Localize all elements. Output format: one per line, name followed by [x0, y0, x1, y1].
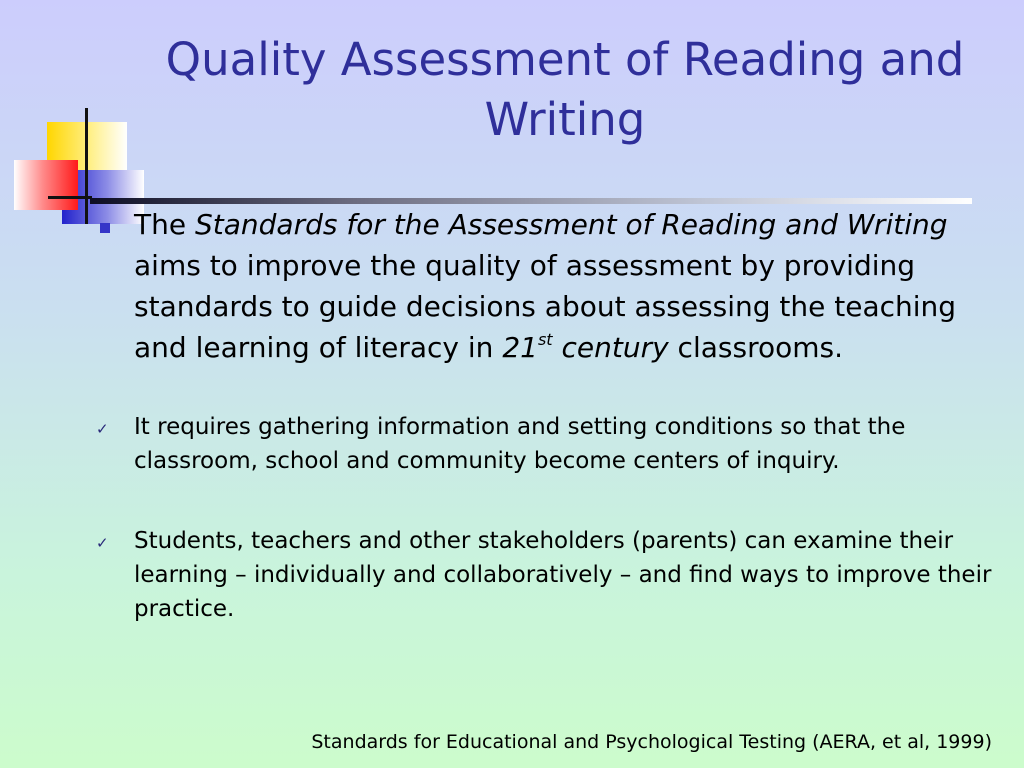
- deco-red-square: [14, 160, 78, 210]
- main-bullet-paragraph: [134, 204, 994, 368]
- main-bullet-text-2: aims to improve the quality of assessment by providing standards to guide decisions about assessing the teaching and learning of literacy in: [134, 249, 957, 364]
- deco-vertical-line: [85, 108, 88, 224]
- checklist-item: [96, 410, 994, 478]
- century-ordinal-suffix: st: [537, 330, 553, 349]
- citation: Standards for Educational and Psychological Testing (AERA, et al, 1999): [311, 731, 992, 753]
- century-number: 21: [502, 331, 538, 364]
- checklist-item-text: It requires gathering information and setting conditions so that the classroom, school and community become centers of inquiry.: [134, 414, 906, 474]
- deco-horizontal-line: [48, 196, 92, 199]
- checklist-item: [96, 524, 994, 626]
- standards-title-italic: Standards for the Assessment of Reading and Writing: [194, 208, 948, 241]
- century-italic: [502, 331, 668, 364]
- century-word: century: [552, 331, 669, 364]
- square-bullet-icon: [100, 223, 110, 233]
- slide-body: [96, 204, 994, 626]
- checklist-item-text: Students, teachers and other stakeholders (parents) can examine their learning – individually and collaboratively – and find ways to improve their practice.: [134, 528, 992, 622]
- checkmark-icon: ✓: [96, 420, 109, 438]
- main-bullet-text-1: The: [134, 208, 195, 241]
- checkmark-icon: ✓: [96, 534, 109, 552]
- main-bullet-text-3: classrooms.: [668, 331, 843, 364]
- slide-title: Quality Assessment of Reading and Writing: [165, 33, 965, 146]
